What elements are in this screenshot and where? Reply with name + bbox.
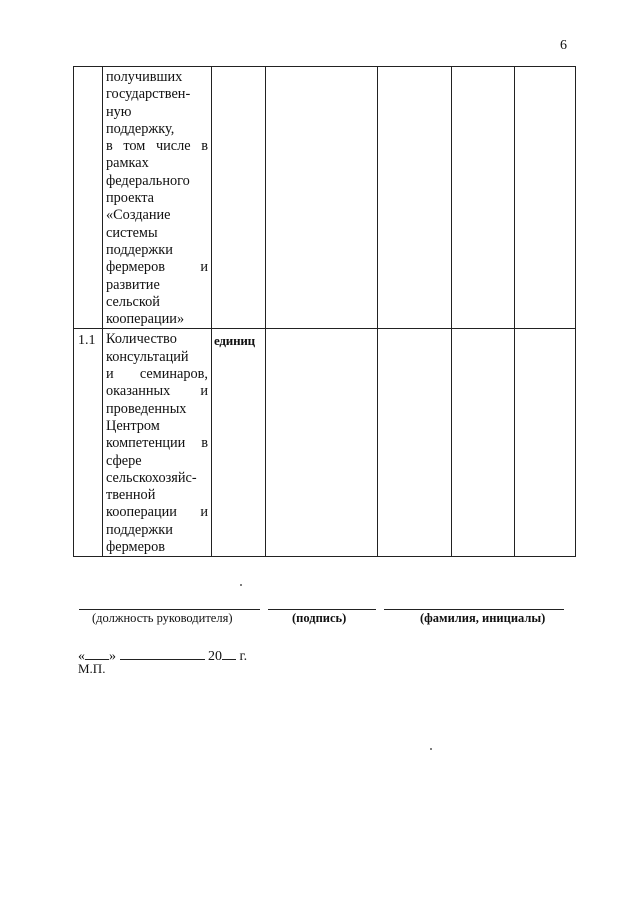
cell-line: фермеров xyxy=(106,539,165,556)
cell-word: компетенции xyxy=(106,435,186,452)
report-table xyxy=(73,66,576,557)
indicator-name-cell xyxy=(103,67,212,329)
cell-word: оказанных xyxy=(106,383,171,400)
year-blank xyxy=(222,645,236,660)
value-cell xyxy=(266,329,378,557)
value-cell xyxy=(452,329,515,557)
cell-line xyxy=(106,504,208,521)
cell-word: семинаров, xyxy=(139,366,208,383)
table-row xyxy=(74,67,576,329)
scan-speck xyxy=(240,584,242,586)
cell-word: в xyxy=(201,435,208,452)
cell-word: фермеров xyxy=(106,259,165,276)
cell-line: Количество xyxy=(106,331,177,348)
row-number-cell xyxy=(74,67,103,329)
cell-line: Центром xyxy=(106,417,160,434)
day-blank xyxy=(85,645,109,660)
indicator-name xyxy=(103,67,211,328)
signature-line xyxy=(268,609,376,610)
value-cell xyxy=(515,67,576,329)
value-cell xyxy=(452,67,515,329)
cell-line: федерального xyxy=(106,172,190,189)
month-blank xyxy=(120,645,205,660)
table-row xyxy=(74,329,576,557)
signature-label: (подпись) xyxy=(292,611,347,625)
unit-cell xyxy=(212,67,266,329)
cell-line: поддержки xyxy=(106,521,173,538)
cell-line: сельской xyxy=(106,293,160,310)
name-label: (фамилия, инициалы) xyxy=(420,611,546,625)
value-cell xyxy=(515,329,576,557)
cell-line: поддержку, xyxy=(106,120,175,137)
cell-word: в xyxy=(106,138,113,155)
cell-line xyxy=(106,366,208,383)
cell-line: сельскохозяйс- xyxy=(106,469,197,486)
indicator-name-cell xyxy=(103,329,212,557)
value-cell xyxy=(266,67,378,329)
cell-line: «Создание xyxy=(106,207,171,224)
cell-line: проведенных xyxy=(106,400,187,417)
name-signature-line xyxy=(384,609,564,610)
cell-line: проекта xyxy=(106,190,154,207)
cell-line: сфере xyxy=(106,452,142,469)
position-label: (должность руководителя) xyxy=(92,611,233,625)
cell-line xyxy=(106,383,208,400)
cell-line: получивших xyxy=(106,69,183,85)
cell-word: и xyxy=(200,504,208,521)
cell-line xyxy=(106,259,208,276)
cell-line: кооперации» xyxy=(106,311,185,328)
row-number-cell xyxy=(74,329,103,557)
unit-cell xyxy=(212,329,266,557)
position-signature-line xyxy=(79,609,260,610)
indicator-name xyxy=(103,329,211,556)
cell-line: развитие xyxy=(106,276,160,293)
cell-line xyxy=(106,138,208,155)
cell-line xyxy=(106,435,208,452)
cell-line: рамках xyxy=(106,155,149,172)
cell-word: том xyxy=(123,138,146,155)
cell-word: и xyxy=(106,366,114,383)
row-number: 1.1 xyxy=(78,333,96,349)
page-number: 6 xyxy=(560,38,567,53)
cell-line: поддержки xyxy=(106,241,173,258)
cell-word: числе xyxy=(155,138,191,155)
cell-line: системы xyxy=(106,224,158,241)
date-line: « » 20 г. xyxy=(78,645,247,665)
value-cell xyxy=(378,67,452,329)
cell-word: в xyxy=(201,138,208,155)
cell-line: консультаций xyxy=(106,348,189,365)
cell-line: государствен- xyxy=(106,86,191,103)
stamp-label: М.П. xyxy=(78,661,106,676)
cell-word: кооперации xyxy=(106,504,177,521)
scan-speck xyxy=(430,748,432,750)
value-cell xyxy=(378,329,452,557)
cell-word: и xyxy=(200,383,208,400)
unit-label: единиц xyxy=(214,333,255,349)
cell-line: ную xyxy=(106,103,132,120)
cell-line: твенной xyxy=(106,487,156,504)
cell-word: и xyxy=(200,259,208,276)
